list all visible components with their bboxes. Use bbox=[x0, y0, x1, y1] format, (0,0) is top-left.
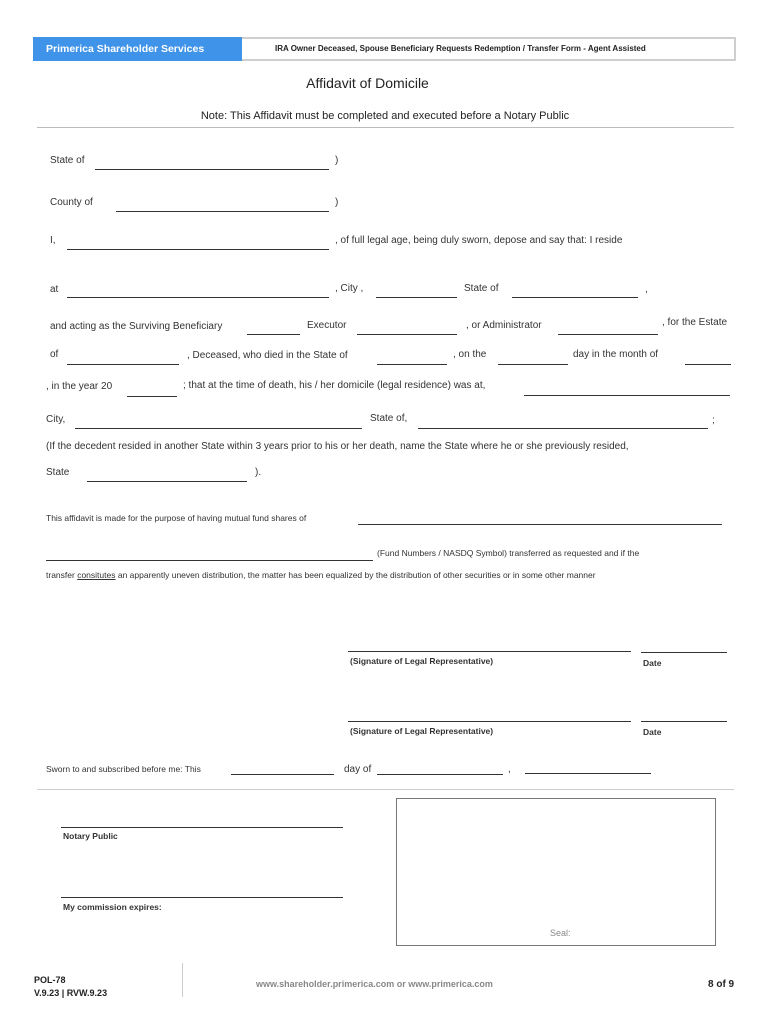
footer-divider bbox=[182, 963, 183, 997]
sworn-text: Sworn to and subscribed before me: This bbox=[46, 764, 201, 774]
state-of-label-3: State of, bbox=[370, 413, 408, 424]
domicile-field[interactable] bbox=[524, 395, 730, 396]
address-field[interactable] bbox=[67, 297, 329, 298]
semicolon: ; bbox=[712, 415, 715, 426]
purpose-text: This affidavit is made for the purpose of having mutual fund shares of bbox=[46, 513, 307, 523]
county-of-label: County of bbox=[50, 197, 93, 208]
died-state-field[interactable] bbox=[377, 364, 447, 365]
footer-form-number: POL-78 bbox=[34, 975, 66, 985]
state-of-label: State of bbox=[50, 155, 85, 166]
name-field[interactable] bbox=[67, 249, 329, 250]
fund-numbers-text: (Fund Numbers / NASDQ Symbol) transferred as requested and if the bbox=[377, 548, 640, 558]
previous-state-field[interactable] bbox=[87, 481, 247, 482]
consitutes-word: consitutes bbox=[77, 570, 116, 580]
uneven-text: an apparently uneven distribution, the matter has been equalized by the distribution of other securities or in some other manner bbox=[117, 570, 596, 580]
sworn-comma: , bbox=[508, 764, 511, 775]
month-field[interactable] bbox=[685, 364, 731, 365]
previously-resided-text: (If the decedent resided in another State within 3 years prior to his or her death, name the State where he or she previously resided, bbox=[46, 441, 629, 452]
administrator-field[interactable] bbox=[558, 334, 658, 335]
close-paren: ). bbox=[255, 467, 262, 478]
commission-line[interactable] bbox=[61, 897, 343, 898]
city-label: , City , bbox=[335, 283, 364, 294]
beneficiary-field[interactable] bbox=[247, 334, 300, 335]
administrator-label: , or Administrator bbox=[466, 320, 542, 331]
signature-label-1: (Signature of Legal Representative) bbox=[350, 656, 494, 666]
mutual-fund-field[interactable] bbox=[358, 524, 722, 525]
i-label: I, bbox=[50, 235, 56, 246]
acting-as-label: and acting as the Surviving Beneficiary bbox=[50, 321, 223, 332]
form-title: IRA Owner Deceased, Spouse Beneficiary Requests Redemption / Transfer Form - Agent Assisted bbox=[275, 44, 646, 53]
date-label-2: Date bbox=[643, 727, 662, 737]
domicile-state-field[interactable] bbox=[418, 428, 708, 429]
sworn-month-field[interactable] bbox=[377, 774, 503, 775]
state-of-label-2: State of bbox=[464, 283, 499, 294]
seal-label: Seal: bbox=[550, 928, 571, 938]
for-the-estate-label: , for the Estate bbox=[662, 317, 728, 328]
signature-line-1[interactable] bbox=[348, 651, 631, 652]
signature-label-2: (Signature of Legal Representative) bbox=[350, 726, 494, 736]
day-in-month-label: day in the month of bbox=[573, 349, 659, 360]
year-field[interactable] bbox=[127, 396, 177, 397]
date-line-1[interactable] bbox=[641, 652, 727, 653]
domicile-city-field[interactable] bbox=[75, 428, 362, 429]
paren-1: ) bbox=[335, 155, 339, 166]
notary-note: Note: This Affidavit must be completed and executed before a Notary Public bbox=[200, 110, 570, 122]
at-label: at bbox=[50, 284, 59, 295]
seal-box bbox=[396, 798, 716, 946]
sworn-day-field[interactable] bbox=[231, 774, 334, 775]
state-of-field[interactable] bbox=[95, 169, 329, 170]
title-divider bbox=[37, 127, 734, 128]
county-of-field[interactable] bbox=[116, 211, 329, 212]
notary-signature-line[interactable] bbox=[61, 827, 343, 828]
day-of-label: day of bbox=[344, 764, 372, 775]
on-the-label: , on the bbox=[453, 349, 487, 360]
city-label-2: City, bbox=[46, 414, 66, 425]
fund-numbers-field[interactable] bbox=[46, 560, 373, 561]
footer-version: V.9.23 | RVW.9.23 bbox=[34, 988, 108, 998]
notary-divider bbox=[37, 789, 734, 790]
state-label-4: State bbox=[46, 467, 70, 478]
commission-label: My commission expires: bbox=[63, 902, 162, 912]
paren-2: ) bbox=[335, 197, 339, 208]
estate-of-field[interactable] bbox=[67, 364, 179, 365]
footer-urls[interactable]: www.shareholder.primerica.com or www.primerica.com bbox=[256, 979, 493, 989]
brand-banner: Primerica Shareholder Services bbox=[33, 37, 242, 61]
footer-page-number: 8 of 9 bbox=[708, 979, 735, 990]
signature-line-2[interactable] bbox=[348, 721, 631, 722]
day-field[interactable] bbox=[498, 364, 568, 365]
full-legal-age-text: , of full legal age, being duly sworn, depose and say that: I reside bbox=[335, 235, 623, 246]
domicile-text: ; that at the time of death, his / her domicile (legal residence) was at, bbox=[183, 380, 486, 391]
of-label: of bbox=[50, 349, 59, 360]
state-field[interactable] bbox=[512, 297, 638, 298]
year-label: , in the year 20 bbox=[46, 381, 113, 392]
page-title: Affidavit of Domicile bbox=[306, 75, 429, 91]
sworn-year-field[interactable] bbox=[525, 773, 651, 774]
notary-public-label: Notary Public bbox=[63, 831, 118, 841]
executor-label: Executor bbox=[307, 320, 347, 331]
date-line-2[interactable] bbox=[641, 721, 727, 722]
transfer-text bbox=[46, 570, 596, 580]
comma-1: , bbox=[645, 284, 648, 295]
deceased-label: , Deceased, who died in the State of bbox=[187, 350, 348, 361]
executor-field[interactable] bbox=[357, 334, 457, 335]
city-field[interactable] bbox=[376, 297, 457, 298]
date-label-1: Date bbox=[643, 658, 662, 668]
transfer-word: transfer bbox=[46, 570, 75, 580]
